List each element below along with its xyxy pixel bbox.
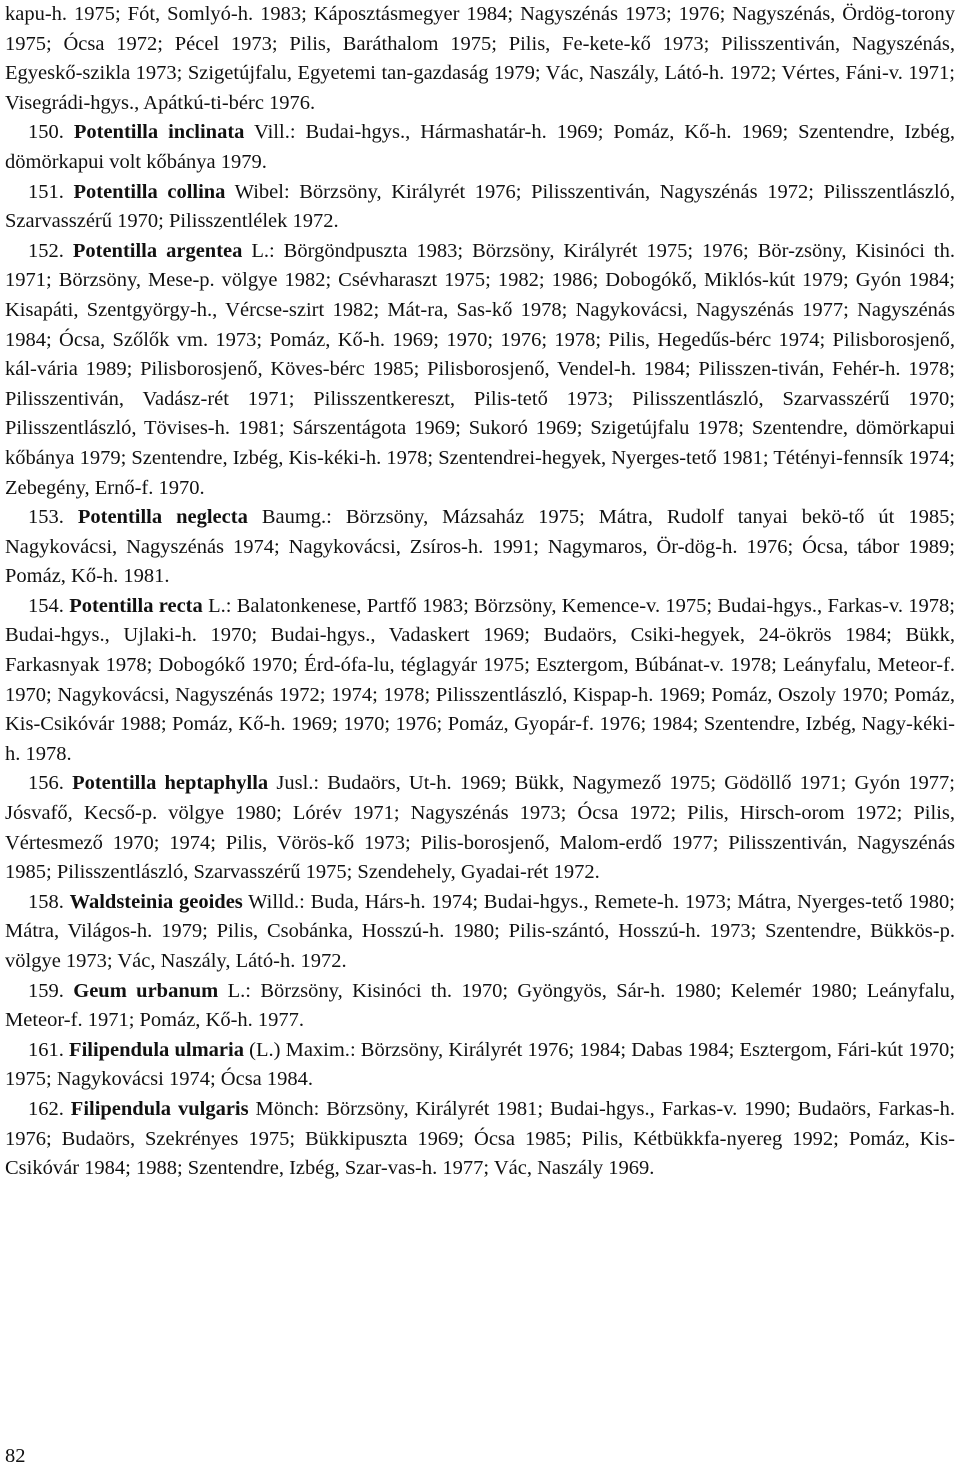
entry-158 bbox=[5, 888, 955, 977]
localities-text: : Börzsöny, Királyrét 1976; 1984; Dabas 1984; Esztergom, Fári-kút 1970; 1975; Nagykovácsi 1974; Ócsa 1984. bbox=[5, 1038, 955, 1091]
entry-number: 162. bbox=[28, 1097, 64, 1120]
entry-number: 156. bbox=[28, 772, 64, 795]
localities-text: : Balatonkenese, Partfő 1983; Börzsöny, Kemence-v. 1975; Budai-hgys., Farkas-v. 1978; Budai-hgys., Ujlaki-h. 1970; Budai-hgys., Vadaskert 1969; Budaörs, Csiki-hegyek, 24-ökrös 1984; Bükk, Farkasnyak 1978; Dobogókő 1970; Érd-ófa-lu, téglagyár 1975; Esztergom, Búbánat-v. 1978; Leányfalu, Meteor-f. 1970; Nagykovácsi, Nagyszénás 1972; 1974; 1978; Pilisszentlászló, Kispap-h. 1969; Pomáz, Oszoly 1970; Pomáz, Kis-Csikóvár 1988; Pomáz, Kő-h. 1969; 1970; 1976; Pomáz, Gyopár-f. 1976; 1984; Szentendre, Izbég, Nagy-kéki-h. 1978. bbox=[5, 594, 955, 765]
entry-151 bbox=[5, 178, 955, 237]
species-name: Potentilla heptaphylla bbox=[72, 772, 269, 795]
species-author: Jusl. bbox=[276, 772, 314, 795]
entry-162 bbox=[5, 1095, 955, 1184]
species-name: Potentilla neglecta bbox=[77, 506, 248, 529]
entry-161 bbox=[5, 1036, 955, 1095]
species-name: Potentilla inclinata bbox=[73, 121, 245, 144]
localities-text: : Börzsöny, Királyrét 1976; Pilisszentiván, Nagyszénás 1972; Pilisszentlászló, Szarvasszérű 1970; Pilisszentlélek 1972. bbox=[5, 180, 956, 233]
species-author: Mönch bbox=[255, 1097, 314, 1120]
entry-153 bbox=[5, 503, 955, 592]
species-author: Baumg. bbox=[261, 506, 327, 529]
entry-150 bbox=[5, 118, 955, 177]
entry-154 bbox=[5, 592, 955, 770]
localities-text: : Börzsöny, Kisinóci th. 1970; Gyöngyös, Sár-h. 1980; Kelemér 1980; Leányfalu, Meteor-f. 1971; Pomáz, Kő-h. 1977. bbox=[5, 979, 956, 1032]
page-number: 82 bbox=[5, 1445, 26, 1467]
entry-number: 158. bbox=[28, 890, 64, 913]
species-author: Willd. bbox=[248, 890, 300, 913]
species-name: Potentilla collina bbox=[73, 180, 226, 203]
species-name: Potentilla recta bbox=[69, 594, 203, 617]
species-author: L. bbox=[227, 979, 246, 1002]
species-author: L. bbox=[208, 594, 226, 617]
species-author: Vill. bbox=[254, 121, 290, 144]
species-name: Potentilla argentea bbox=[72, 239, 243, 262]
entry-number: 154. bbox=[28, 594, 64, 617]
species-name: Filipendula vulgaris bbox=[70, 1097, 249, 1120]
entry-156 bbox=[5, 769, 955, 887]
localities-text: : Börzsöny, Királyrét 1981; Budai-hgys., Farkas-v. 1990; Budaörs, Farkas-h. 1976; Budaörs, Szekrényes 1975; Bükkipuszta 1969; Ócsa 1985; Pilis, Kétbükkfa-nyereg 1992; Pomáz, Kis-Csikóvár 1984; 1988; Szentendre, Izbég, Szar-vas-h. 1977; Vác, Naszály 1969. bbox=[5, 1097, 955, 1180]
species-author: L. bbox=[251, 239, 270, 262]
species-name: Geum urbanum bbox=[73, 979, 219, 1002]
entry-number: 151. bbox=[28, 180, 64, 203]
localities-text: : Budai-hgys., Hármashatár-h. 1969; Pomáz, Kő-h. 1969; Szentendre, Izbég, dömörkapui volt kőbánya 1979. bbox=[5, 121, 956, 173]
document-body bbox=[5, 0, 955, 1184]
localities-text: : Börzsöny, Mázsaház 1975; Mátra, Rudolf tanyai bekö-tő út 1985; Nagykovácsi, Nagyszénás 1974; Nagykovácsi, Zsíros-h. 1991; Nagymaros, Ör-dög-h. 1976; Ócsa, tábor 1989; Pomáz, Kő-h. 1981. bbox=[5, 506, 956, 588]
species-name: Filipendula ulmaria bbox=[69, 1038, 244, 1061]
entry-number: 150. bbox=[28, 121, 64, 144]
localities-text: : Börgöndpuszta 1983; Börzsöny, Királyrét 1975; 1976; Bör-zsöny, Kisinóci th. 1971; Börzsöny, Mese-p. völgye 1982; Csévharaszt 1975; 1982; 1986; Dobogókő, Miklós-kút 1979; Gyón 1984; Kisapáti, Szentgyörgy-h., Vércse-szirt 1982; Mát-ra, Sas-kő 1978; Nagykovácsi, Nagyszénás 1977; Nagyszénás 1984; Ócsa, Szőlők vm. 1973; Pomáz, Kő-h. 1969; 1970; 1976; 1978; Pilis, Hegedűs-bérc 1974; Pilisborosjenő, kál-vária 1989; Pilisborosjenő, Köves-bérc 1985; Pilisborosjenő, Vendel-h. 1984; Pilisszen-tiván, Fehér-h. 1978; Pilisszentiván, Vadász-rét 1971; Pilisszentkereszt, Pilis-tető 1973; Pilisszentlászló, Szarvasszérű 1970; Pilisszentlászló, Tövises-h. 1981; Sárszentágota 1969; Sukoró 1969; Szigetújfalu 1978; Szentendre, dömörkapui kőbánya 1979; Szentendre, Izbég, Kis-kéki-h. 1978; Szentendrei-hegyek, Nyerges-tető 1981; Tétényi-fennsík 1974; Zebegény, Ernő-f. 1970. bbox=[5, 239, 956, 499]
entry-159 bbox=[5, 977, 955, 1036]
species-author: Wibel bbox=[234, 180, 284, 203]
entry-number: 153. bbox=[28, 506, 64, 529]
entry-152 bbox=[5, 237, 955, 503]
entry-number: 159. bbox=[28, 979, 64, 1002]
continuation-paragraph: kapu-h. 1975; Fót, Somlyó-h. 1983; Káposztásmegyer 1984; Nagyszénás 1973; 1976; Nagyszénás, Ördög-torony 1975; Ócsa 1972; Pécel 1973; Pilis, Baráthalom 1975; Pilis, Fe-kete-kő 1973; Pilisszentiván, Nagyszénás, Egyeskő-szikla 1973; Szigetújfalu, Egyetemi tan-gazdaság 1979; Vác, Naszály, Látó-h. 1972; Vértes, Fáni-v. 1971; Visegrádi-hgys., Apátkú-ti-bérc 1976. bbox=[5, 3, 955, 114]
localities-text: : Budaörs, Ut-h. 1969; Bükk, Nagymező 1975; Gödöllő 1971; Gyón 1977; Jósvafő, Kecső-p. völgye 1980; Lórév 1971; Nagyszénás 1973; Ócsa 1972; Pilis, Hirsch-orom 1972; Pilis, Vértesmező 1970; 1974; Pilis, Vörös-kő 1973; Pilis-borosjenő, Malom-erdő 1977; Pilisszentiván, Nagyszénás 1985; Pilisszentlászló, Szarvasszérű 1975; Szendehely, Gyadai-rét 1972. bbox=[5, 772, 955, 884]
species-name: Waldsteinia geoides bbox=[69, 890, 243, 913]
species-author: (L.) Maxim. bbox=[249, 1038, 350, 1061]
entry-number: 161. bbox=[28, 1038, 64, 1061]
localities-text: : Buda, Hárs-h. 1974; Budai-hgys., Remete-h. 1973; Mátra, Nyerges-tető 1980; Mátra, Világos-h. 1979; Pilis, Csobánka, Hosszú-h. 1980; Pilis-szántó, Hosszú-h. 1973; Szentendre, Bükkös-p. völgye 1973; Vác, Naszály, Látó-h. 1972. bbox=[5, 890, 956, 972]
entry-number: 152. bbox=[28, 239, 64, 262]
